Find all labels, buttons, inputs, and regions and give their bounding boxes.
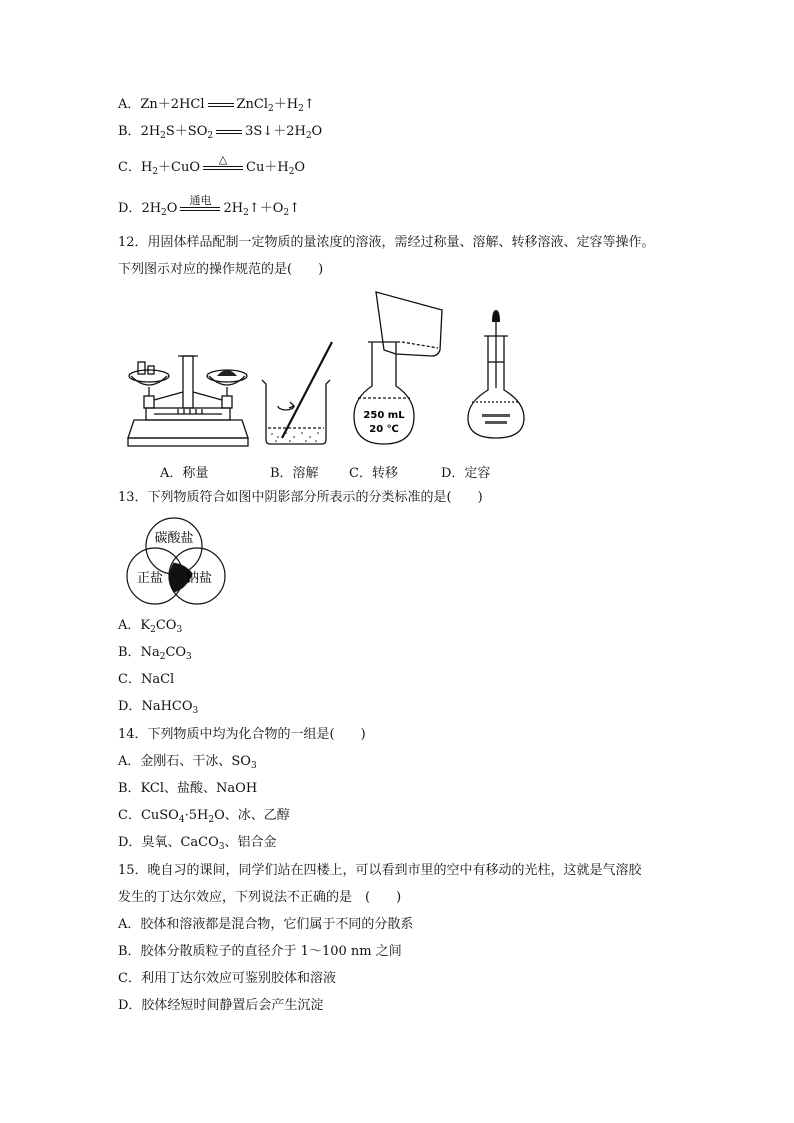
caption-d: D．定容 — [441, 466, 491, 481]
venn-label-sodium-salt: 钠盐 — [185, 571, 213, 586]
venn-label-normal-salt: 正盐 — [136, 571, 164, 586]
caption-b: B．溶解 — [270, 466, 319, 481]
q13-option-c: C．NaCl — [118, 672, 175, 687]
q14-option-a: A．金刚石、干冰、$SO_3$ — [118, 754, 257, 771]
heat-condition: △ — [218, 152, 228, 166]
q12-stem-line1: 12．用固体样品配制一定物质的量浓度的溶液，需经过称量、溶解、转移溶液、定容等操作。 — [118, 235, 655, 250]
q11-option-c: C．$H_2+CuO$ △ $Cu+H_2O$ — [118, 152, 306, 177]
dropper-flask-figure — [462, 306, 530, 442]
flask-temperature-label: 20 ℃ — [369, 424, 399, 435]
beaker-stirring-figure — [256, 340, 342, 450]
q15-option-c: C．利用丁达尔效应可鉴别胶体和溶液 — [118, 971, 336, 986]
flask-volume-label: 250 mL — [363, 410, 405, 421]
q13-stem: 13．下列物质符合如图中阴影部分所表示的分类标准的是( ) — [118, 490, 483, 505]
q11-option-d: D．$2H_2O$ 通电 $2H_2↑+O_2↑$ — [118, 193, 300, 218]
q14-option-b: B．KCl、盐酸、NaOH — [118, 781, 258, 796]
q14-option-c: C．$CuSO_4\cdot 5H_2O$、冰、乙醇 — [118, 808, 290, 825]
venn-diagram — [120, 514, 230, 606]
q11-option-a: A．Zn＋2HCl $ZnCl_2+H_2↑$ — [118, 97, 315, 114]
caption-c: C．转移 — [349, 466, 398, 481]
q15-stem-line1: 15．晚自习的课间，同学们站在四楼上，可以看到市里的空中有移动的光柱，这就是气溶胶 — [118, 863, 642, 878]
q14-option-d: D．臭氧、CaCO$_3$、铝合金 — [118, 835, 277, 852]
q12-stem-line2: 下列图示对应的操作规范的是( ) — [118, 262, 324, 277]
q15-stem-line2: 发生的丁达尔效应，下列说法不正确的是 ( ) — [118, 890, 402, 905]
pouring-transfer-figure — [346, 290, 452, 450]
q13-option-b: B．$Na_2CO_3$ — [118, 645, 192, 662]
electrolysis-condition: 通电 — [189, 193, 212, 207]
venn-label-carbonate: 碳酸盐 — [154, 531, 194, 546]
q15-option-a: A．胶体和溶液都是混合物，它们属于不同的分散系 — [118, 917, 414, 932]
q15-option-d: D．胶体经短时间静置后会产生沉淀 — [118, 998, 324, 1013]
q11-option-b: B．$2H_2S+SO_2$ $3S↓+2H_2O$ — [118, 124, 323, 141]
q14-stem: 14．下列物质中均为化合物的一组是( ) — [118, 727, 366, 742]
q13-option-a: A．$K_2CO_3$ — [118, 618, 183, 635]
q13-option-d: D．NaHCO$_3$ — [118, 699, 199, 716]
caption-a: A．称量 — [160, 466, 209, 481]
q15-option-b: B．胶体分散质粒子的直径介于 1～100 nm 之间 — [118, 944, 402, 959]
balance-figure — [124, 348, 252, 450]
